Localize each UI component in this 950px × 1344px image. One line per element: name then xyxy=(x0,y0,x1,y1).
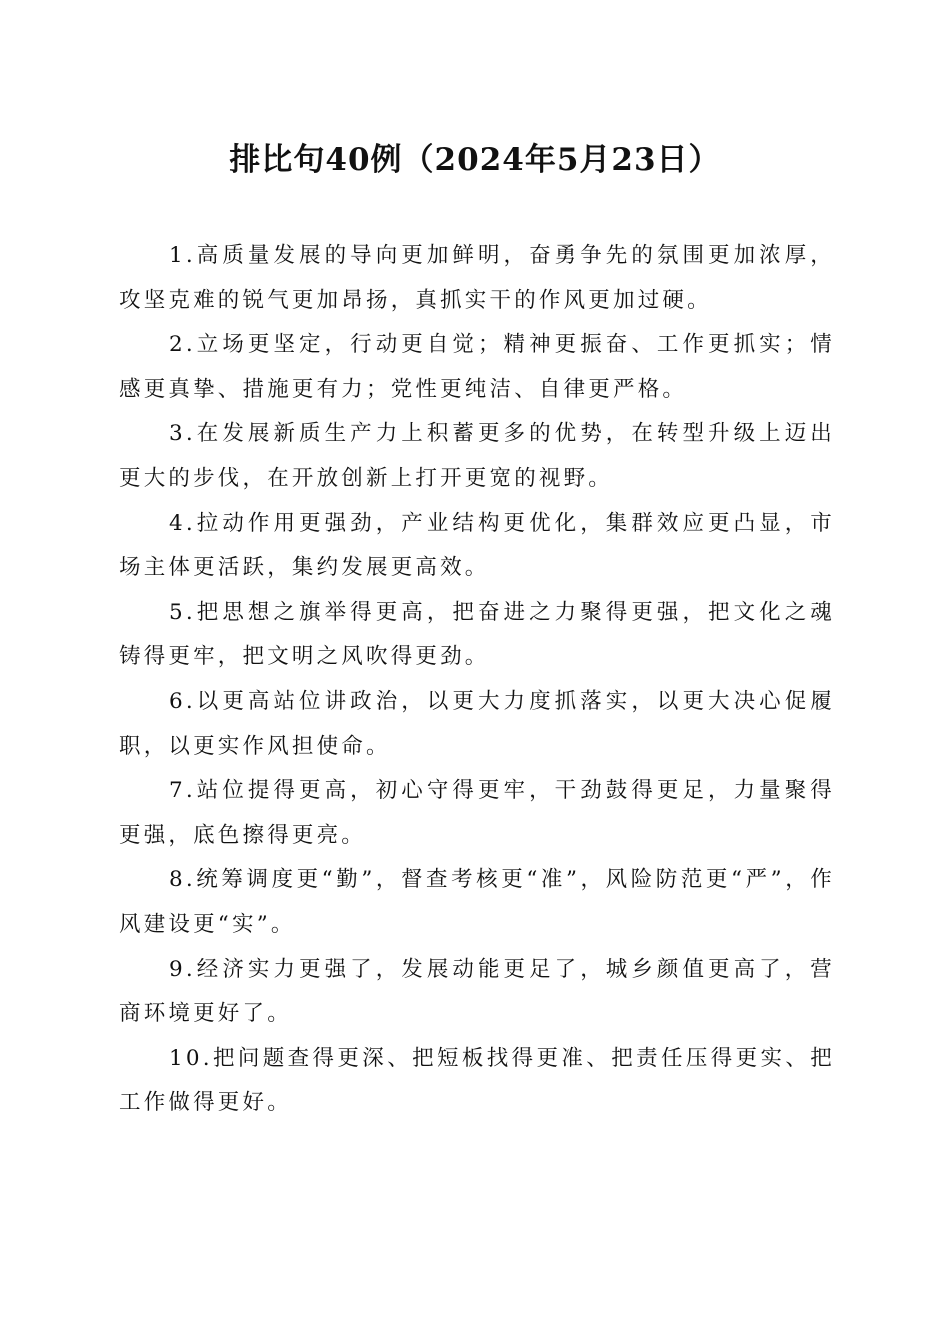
paragraph-5: 5.把思想之旗举得更高，把奋进之力聚得更强，把文化之魂铸得更牢，把文明之风吹得更劲。 xyxy=(119,599,835,670)
paragraph-1: 1.高质量发展的导向更加鲜明，奋勇争先的氛围更加浓厚，攻坚克难的锐气更加昂扬，真抓实干的作风更加过硬。 xyxy=(119,243,835,313)
paragraph-10: 10.把问题查得更深、把短板找得更准、把责任压得更实、把工作做得更好。 xyxy=(119,1045,835,1116)
paragraph-8: 8.统筹调度更“勤”，督查考核更“准”，风险防范更“严”，作风建设更“实”。 xyxy=(119,867,835,937)
paragraph-3: 3.在发展新质生产力上积蓄更多的优势，在转型升级上迈出更大的步伐，在开放创新上打开更宽的视野。 xyxy=(119,421,835,491)
document-body xyxy=(119,234,835,1126)
paragraph-6: 6.以更高站位讲政治，以更大力度抓落实，以更大决心促履职，以更实作风担使命。 xyxy=(119,688,835,759)
paragraph-9: 9.经济实力更强了，发展动能更足了，城乡颜值更高了，营商环境更好了。 xyxy=(119,956,835,1027)
document-title: 排比句40例（2024年5月23日） xyxy=(229,142,721,178)
paragraph-2: 2.立场更坚定，行动更自觉；精神更振奋、工作更抓实；情感更真挚、措施更有力；党性更纯洁、自律更严格。 xyxy=(119,332,835,402)
paragraph-7: 7.站位提得更高，初心守得更牢，干劲鼓得更足，力量聚得更强，底色擦得更亮。 xyxy=(119,778,835,848)
paragraph-4: 4.拉动作用更强劲，产业结构更优化，集群效应更凸显，市场主体更活跃，集约发展更高效。 xyxy=(119,510,835,581)
